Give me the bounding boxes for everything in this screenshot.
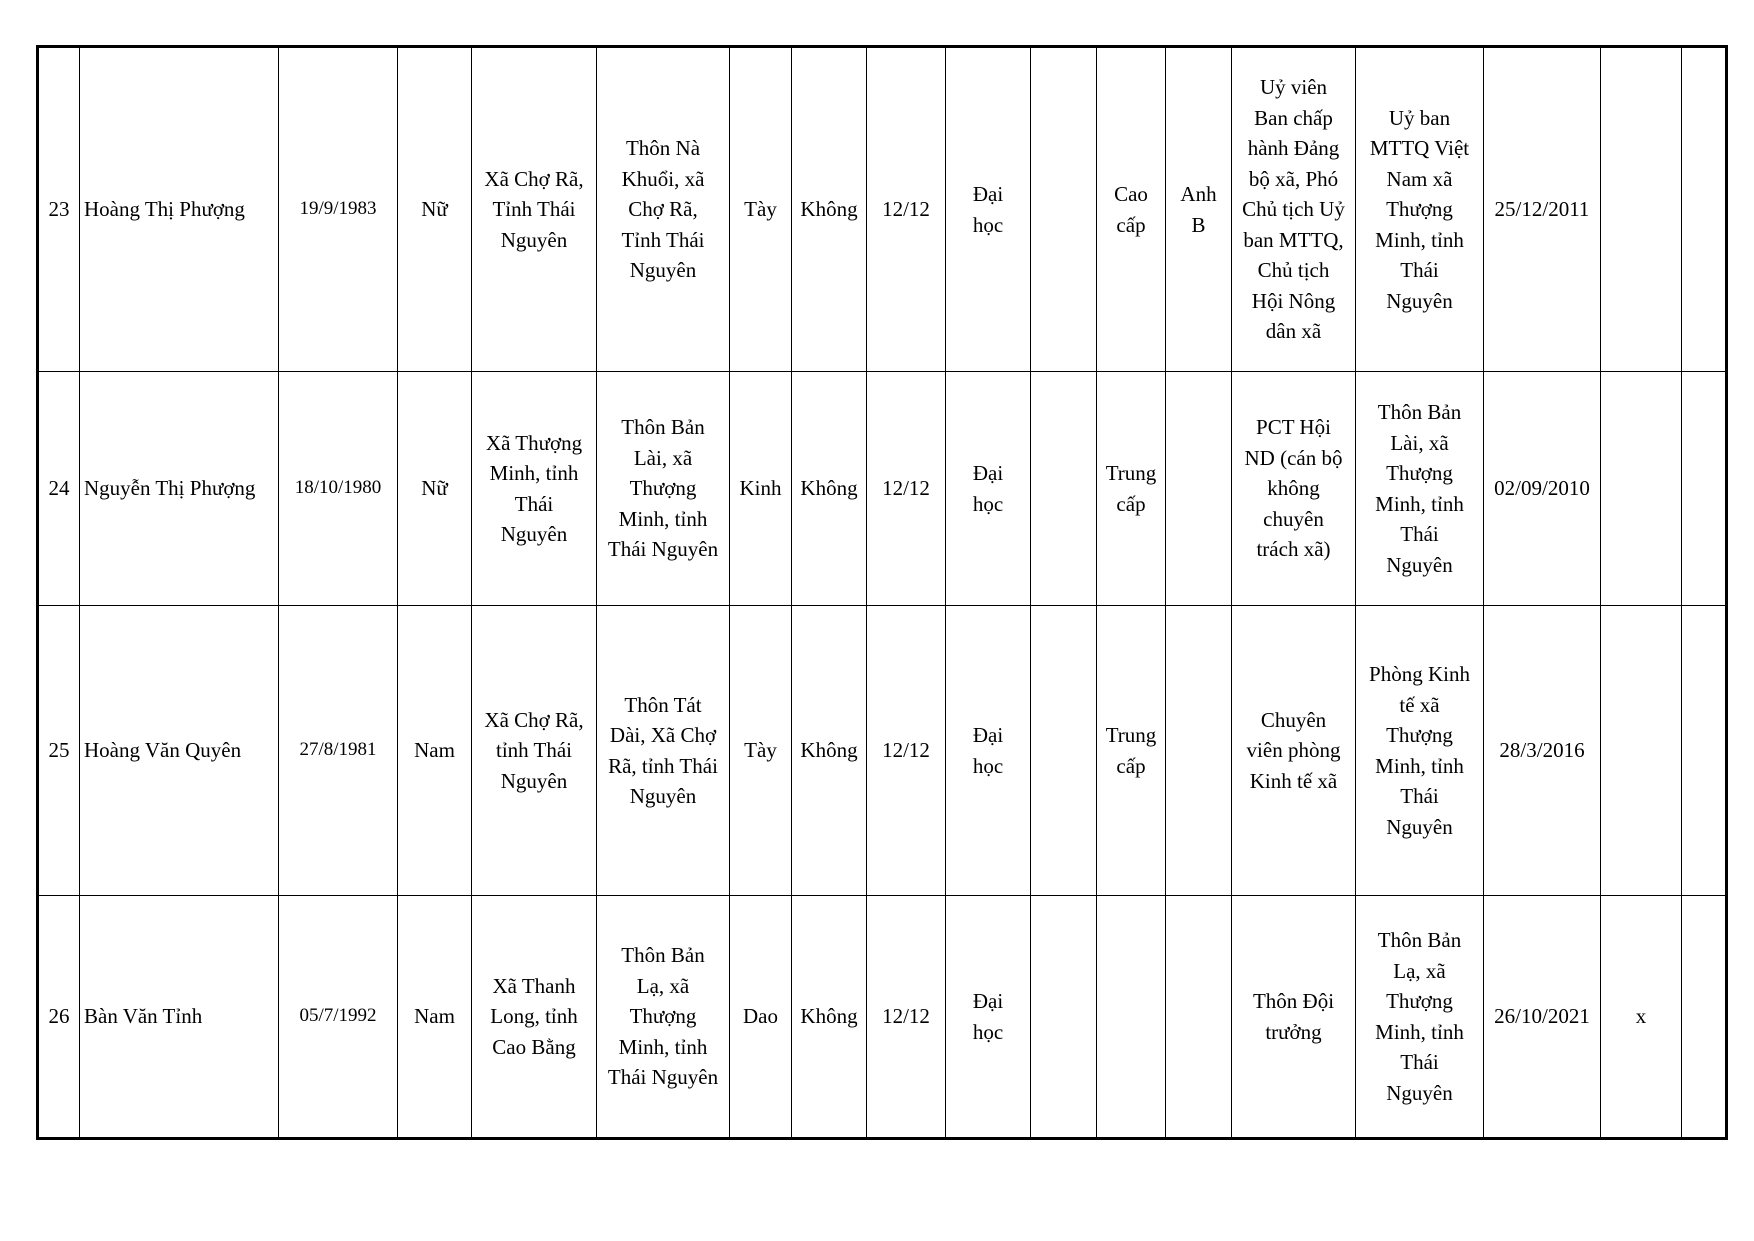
- cell-religion: Không: [792, 896, 867, 1139]
- cell-gender: Nữ: [398, 47, 472, 372]
- table-row: [38, 606, 1727, 896]
- residence-text: Thôn Nà Khuổi, xã Chợ Rã, Tỉnh Thái Nguyên: [621, 136, 705, 283]
- birthplace-text: Xã Thanh Long, tỉnh Cao Bằng: [490, 973, 578, 1059]
- cell-professional: [946, 47, 1031, 372]
- cell-empty-1: [1031, 896, 1097, 1139]
- cell-political-theory: [1097, 47, 1166, 372]
- cell-gender: Nam: [398, 606, 472, 896]
- professional-text: Đại học: [972, 182, 1004, 237]
- table-row: [38, 896, 1727, 1139]
- cell-mark: [1601, 606, 1682, 896]
- cell-workplace: [1356, 606, 1484, 896]
- cell-birthplace: [472, 47, 597, 372]
- cell-join-date: 02/09/2010: [1484, 372, 1601, 606]
- residence-text: Thôn Bản Lạ, xã Thượng Minh, tỉnh Thái Nguyên: [607, 943, 719, 1090]
- cell-no: 24: [38, 372, 80, 606]
- cell-residence: [597, 372, 730, 606]
- cell-foreign-language: [1166, 606, 1232, 896]
- cell-join-date: 28/3/2016: [1484, 606, 1601, 896]
- position-text: PCT Hội ND (cán bộ không chuyên trách xã): [1244, 415, 1343, 562]
- workplace-text: Phòng Kinh tế xã Thượng Minh, tỉnh Thái Nguyên: [1369, 662, 1470, 839]
- cell-foreign-language: [1166, 896, 1232, 1139]
- cell-name: Hoàng Văn Quyên: [80, 606, 279, 896]
- workplace-text: Thôn Bản Lạ, xã Thượng Minh, tỉnh Thái Nguyên: [1375, 928, 1464, 1105]
- residence-text: Thôn Bản Lài, xã Thượng Minh, tỉnh Thái Nguyên: [607, 415, 719, 562]
- birthplace-text: Xã Chợ Rã, Tỉnh Thái Nguyên: [484, 166, 584, 252]
- cell-gender: Nam: [398, 896, 472, 1139]
- cell-join-date: 25/12/2011: [1484, 47, 1601, 372]
- cell-birthplace: [472, 372, 597, 606]
- cell-professional: [946, 896, 1031, 1139]
- cell-empty-1: [1031, 606, 1097, 896]
- cell-position: [1232, 372, 1356, 606]
- cell-professional: [946, 606, 1031, 896]
- workplace-text: Thôn Bản Lài, xã Thượng Minh, tỉnh Thái Nguyên: [1375, 400, 1464, 577]
- cell-ethnicity: Kinh: [730, 372, 792, 606]
- cell-no: 23: [38, 47, 80, 372]
- cell-dob: 05/7/1992: [279, 896, 398, 1139]
- cell-join-date: 26/10/2021: [1484, 896, 1601, 1139]
- cell-gender: Nữ: [398, 372, 472, 606]
- cell-residence: [597, 47, 730, 372]
- residence-text: Thôn Tát Dài, Xã Chợ Rã, tỉnh Thái Nguyên: [608, 692, 718, 808]
- cell-name: Bàn Văn Tỉnh: [80, 896, 279, 1139]
- cell-foreign-language: [1166, 372, 1232, 606]
- cell-dob: 27/8/1981: [279, 606, 398, 896]
- cell-general-education: 12/12: [867, 606, 946, 896]
- cell-dob: 18/10/1980: [279, 372, 398, 606]
- cell-name: Hoàng Thị Phượng: [80, 47, 279, 372]
- birthplace-text: Xã Chợ Rã, tỉnh Thái Nguyên: [484, 707, 584, 793]
- cell-mark: x: [1601, 896, 1682, 1139]
- cell-birthplace: [472, 896, 597, 1139]
- cell-position: [1232, 47, 1356, 372]
- cell-no: 25: [38, 606, 80, 896]
- political-theory-text: Trung cấp: [1105, 461, 1157, 516]
- cell-religion: Không: [792, 606, 867, 896]
- cell-general-education: 12/12: [867, 896, 946, 1139]
- cell-religion: Không: [792, 372, 867, 606]
- political-theory-text: Trung cấp: [1105, 723, 1157, 778]
- cell-empty-1: [1031, 47, 1097, 372]
- cell-workplace: [1356, 896, 1484, 1139]
- position-text: Chuyên viên phòng Kinh tế xã: [1246, 707, 1341, 793]
- cell-position: [1232, 606, 1356, 896]
- cell-ethnicity: Dao: [730, 896, 792, 1139]
- cell-empty-2: [1682, 372, 1727, 606]
- cell-mark: [1601, 372, 1682, 606]
- position-text: Uỷ viên Ban chấp hành Đảng bộ xã, Phó Chủ tịch Uỷ ban MTTQ, Chủ tịch Hội Nông dân xã: [1242, 75, 1345, 344]
- cell-general-education: 12/12: [867, 47, 946, 372]
- cell-residence: [597, 896, 730, 1139]
- political-theory-text: Cao cấp: [1114, 182, 1148, 237]
- cell-mark: [1601, 47, 1682, 372]
- cell-professional: [946, 372, 1031, 606]
- cell-religion: Không: [792, 47, 867, 372]
- cell-empty-2: [1682, 606, 1727, 896]
- cell-workplace: [1356, 47, 1484, 372]
- cell-political-theory: [1097, 606, 1166, 896]
- table-row: [38, 47, 1727, 372]
- cell-empty-2: [1682, 47, 1727, 372]
- workplace-text: Uỷ ban MTTQ Việt Nam xã Thượng Minh, tỉnh Thái Nguyên: [1369, 105, 1470, 313]
- professional-text: Đại học: [972, 989, 1004, 1044]
- cell-name: Nguyễn Thị Phượng: [80, 372, 279, 606]
- position-text: Thôn Đội trưởng: [1252, 989, 1335, 1044]
- cell-no: 26: [38, 896, 80, 1139]
- cell-residence: [597, 606, 730, 896]
- cell-workplace: [1356, 372, 1484, 606]
- candidate-table: [36, 45, 1728, 1140]
- cell-ethnicity: Tày: [730, 47, 792, 372]
- cell-ethnicity: Tày: [730, 606, 792, 896]
- table-row: [38, 372, 1727, 606]
- cell-position: [1232, 896, 1356, 1139]
- cell-political-theory: [1097, 896, 1166, 1139]
- professional-text: Đại học: [972, 723, 1004, 778]
- birthplace-text: Xã Thượng Minh, tỉnh Thái Nguyên: [485, 430, 583, 546]
- cell-political-theory: [1097, 372, 1166, 606]
- cell-general-education: 12/12: [867, 372, 946, 606]
- professional-text: Đại học: [972, 461, 1004, 516]
- cell-empty-2: [1682, 896, 1727, 1139]
- foreign-language-text: Anh B: [1180, 182, 1217, 237]
- cell-birthplace: [472, 606, 597, 896]
- cell-empty-1: [1031, 372, 1097, 606]
- cell-foreign-language: [1166, 47, 1232, 372]
- cell-dob: 19/9/1983: [279, 47, 398, 372]
